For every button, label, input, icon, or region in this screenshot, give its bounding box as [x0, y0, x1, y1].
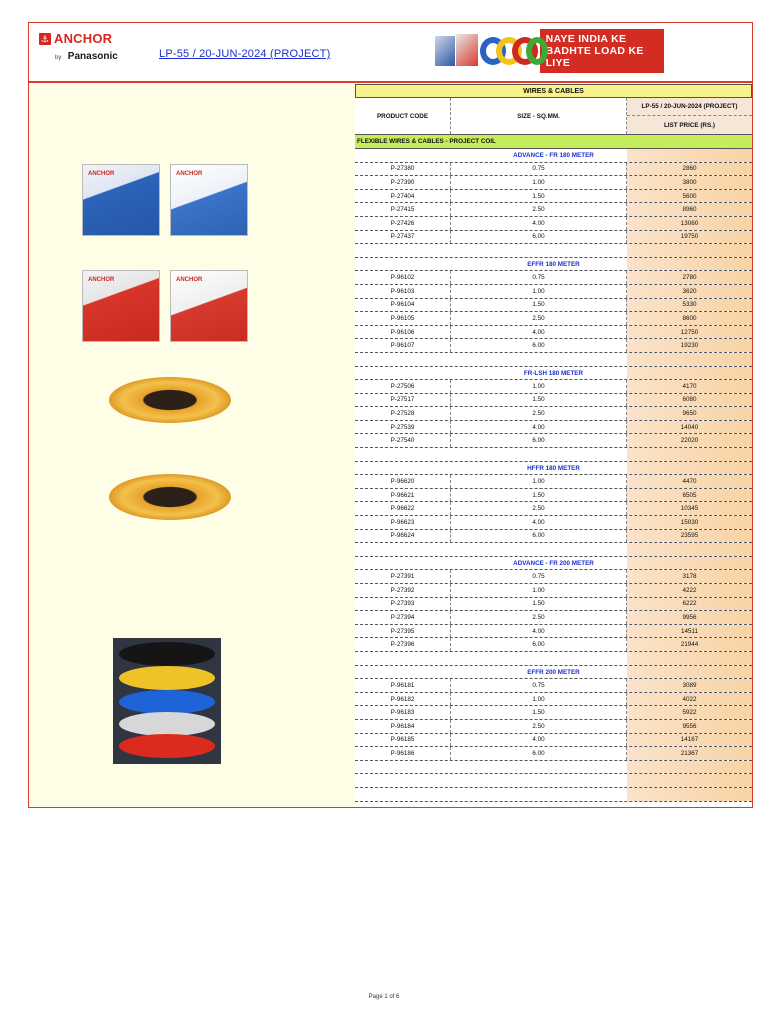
product-code-cell: P-96102 — [355, 271, 451, 284]
size-cell: 1.50 — [451, 706, 627, 719]
product-code-cell: P-96105 — [355, 312, 451, 325]
size-cell: 0.75 — [451, 679, 627, 692]
col-price-header — [627, 98, 752, 134]
anchor-icon: ⚓ — [40, 33, 50, 44]
price-cell: 6505 — [627, 489, 752, 502]
promo-banner — [434, 32, 664, 70]
size-cell: 1.50 — [451, 394, 627, 407]
product-code-cell: P-96621 — [355, 489, 451, 502]
table-row — [355, 231, 752, 245]
price-cell: 21367 — [627, 747, 752, 760]
size-cell: 1.00 — [451, 584, 627, 597]
price-cell: 5922 — [627, 706, 752, 719]
blank-cell — [355, 652, 451, 665]
price-cell: 9650 — [627, 407, 752, 420]
size-cell: 6.00 — [451, 530, 627, 543]
advance-fr-box-image: ANCHOR — [82, 164, 160, 236]
product-code-cell: P-96182 — [355, 693, 451, 706]
effr-box-image: ANCHOR — [82, 270, 160, 342]
price-cell: 19230 — [627, 339, 752, 352]
size-cell: 1.00 — [451, 176, 627, 189]
size-cell: 1.00 — [451, 380, 627, 393]
blank-cell — [627, 448, 752, 461]
product-code-cell: P-96185 — [355, 734, 451, 747]
price-cell: 21944 — [627, 638, 752, 651]
col-pricelist: LP-55 / 20-JUN-2024 (PROJECT) — [627, 98, 752, 116]
product-code-cell: P-27390 — [355, 176, 451, 189]
price-cell: 10345 — [627, 502, 752, 515]
product-code-cell: P-96183 — [355, 706, 451, 719]
size-cell: 6.00 — [451, 747, 627, 760]
size-cell: 1.00 — [451, 693, 627, 706]
price-cell: 8600 — [627, 312, 752, 325]
size-cell: 4.00 — [451, 217, 627, 230]
product-code-cell: P-96103 — [355, 285, 451, 298]
size-cell: 2.50 — [451, 312, 627, 325]
price-cell: 14167 — [627, 734, 752, 747]
price-cell: 23595 — [627, 530, 752, 543]
product-code-cell: P-96623 — [355, 516, 451, 529]
size-cell: 6.00 — [451, 434, 627, 447]
size-cell: 4.00 — [451, 625, 627, 638]
price-cell: 14040 — [627, 421, 752, 434]
blank-cell — [355, 353, 451, 366]
size-cell: 2.50 — [451, 611, 627, 624]
table-row — [355, 299, 752, 313]
brand-parent: Panasonic — [67, 51, 118, 62]
size-cell: 4.00 — [451, 326, 627, 339]
price-cell: 4022 — [627, 693, 752, 706]
price-cell: 3800 — [627, 176, 752, 189]
group-title: ADVANCE - FR 200 METER — [513, 560, 594, 568]
blank-cell — [451, 774, 627, 787]
size-cell: 2.50 — [451, 203, 627, 216]
product-code-cell: P-27506 — [355, 380, 451, 393]
size-cell: 6.00 — [451, 638, 627, 651]
product-code-cell: P-27396 — [355, 638, 451, 651]
banner-slogan — [540, 29, 664, 73]
table-row — [355, 706, 752, 720]
blank-row — [355, 774, 752, 788]
size-cell: 0.75 — [451, 271, 627, 284]
product-code-cell: P-27528 — [355, 407, 451, 420]
product-code-cell: P-27395 — [355, 625, 451, 638]
table-row — [355, 747, 752, 761]
product-code-cell: P-96624 — [355, 530, 451, 543]
col-size: SIZE - SQ.MM. — [451, 98, 627, 134]
blank-cell — [451, 761, 627, 774]
size-cell: 0.75 — [451, 163, 627, 176]
price-cell: 14511 — [627, 625, 752, 638]
table-row — [355, 734, 752, 748]
blank-cell — [451, 652, 627, 665]
fr-lsh-coil-image — [109, 377, 231, 423]
group-title-row — [355, 149, 752, 163]
table-row — [355, 475, 752, 489]
product-code-cell: P-27404 — [355, 190, 451, 203]
blank-cell — [627, 353, 752, 366]
group-title-row — [355, 258, 752, 272]
price-cell: 6080 — [627, 394, 752, 407]
price-cell: 9956 — [627, 611, 752, 624]
product-code-cell: P-27415 — [355, 203, 451, 216]
blank-row — [355, 244, 752, 258]
blank-cell — [451, 448, 627, 461]
table-row — [355, 312, 752, 326]
price-cell: 3089 — [627, 679, 752, 692]
price-cell: 5330 — [627, 299, 752, 312]
blank-cell — [355, 788, 451, 801]
table-row — [355, 570, 752, 584]
brand-name: ANCHOR — [54, 31, 113, 46]
size-cell: 1.00 — [451, 285, 627, 298]
product-code-cell: P-27540 — [355, 434, 451, 447]
size-cell: 4.00 — [451, 734, 627, 747]
blank-cell — [627, 788, 752, 801]
table-row — [355, 720, 752, 734]
size-cell: 4.00 — [451, 516, 627, 529]
table-row — [355, 176, 752, 190]
size-cell: 4.00 — [451, 421, 627, 434]
blank-row — [355, 788, 752, 802]
col-list-price: LIST PRICE (RS.) — [627, 116, 752, 134]
blank-row — [355, 543, 752, 557]
product-code-cell: P-96184 — [355, 720, 451, 733]
brand-by: by — [55, 55, 62, 61]
price-cell: 8960 — [627, 203, 752, 216]
product-image-panel — [29, 84, 355, 807]
group-title: EFFR 200 METER — [527, 668, 580, 676]
table-row — [355, 625, 752, 639]
size-cell: 0.75 — [451, 570, 627, 583]
banner-product-image — [434, 33, 538, 69]
price-cell: 3178 — [627, 570, 752, 583]
price-cell: 6222 — [627, 598, 752, 611]
blank-cell — [355, 448, 451, 461]
price-cell: 13060 — [627, 217, 752, 230]
product-code-cell: P-27380 — [355, 163, 451, 176]
table-row — [355, 434, 752, 448]
price-cell: 4222 — [627, 584, 752, 597]
group-title: FR-LSH 180 METER — [523, 369, 584, 377]
page-number: Page 1 of 6 — [368, 994, 400, 1000]
price-cell: 5600 — [627, 190, 752, 203]
price-cell: 2860 — [627, 163, 752, 176]
table-row — [355, 190, 752, 204]
product-code-cell: P-27391 — [355, 570, 451, 583]
banner-line-2: BADHTE LOAD KE LIYE — [545, 45, 644, 69]
group-title: EFFR 180 METER — [527, 261, 580, 269]
category-header: WIRES & CABLES — [355, 84, 752, 98]
wire-coil-stack-image — [113, 638, 221, 764]
table-row — [355, 584, 752, 598]
table-row — [355, 502, 752, 516]
size-cell: 1.50 — [451, 299, 627, 312]
size-cell: 1.00 — [451, 475, 627, 488]
price-cell: 22020 — [627, 434, 752, 447]
col-product-code: PRODUCT CODE — [355, 98, 451, 134]
table-row — [355, 163, 752, 177]
price-cell: 9556 — [627, 720, 752, 733]
table-row — [355, 407, 752, 421]
hffr-coil-image — [109, 474, 231, 520]
table-row — [355, 285, 752, 299]
size-cell: 2.50 — [451, 407, 627, 420]
product-code-cell: P-27394 — [355, 611, 451, 624]
table-row — [355, 489, 752, 503]
blank-row — [355, 353, 752, 367]
size-cell: 6.00 — [451, 231, 627, 244]
blank-cell — [451, 788, 627, 801]
blank-cell — [355, 543, 451, 556]
blank-cell — [627, 652, 752, 665]
size-cell: 6.00 — [451, 339, 627, 352]
group-title-row — [355, 557, 752, 571]
price-cell: 4470 — [627, 475, 752, 488]
table-row — [355, 421, 752, 435]
price-cell: 19750 — [627, 231, 752, 244]
size-cell: 1.50 — [451, 598, 627, 611]
price-list-page — [28, 22, 753, 808]
group-title: HFFR 180 METER — [527, 464, 580, 472]
table-row — [355, 530, 752, 544]
blank-row — [355, 448, 752, 462]
table-body — [355, 149, 752, 802]
section-title: FLEXIBLE WIRES & CABLES - PROJECT COIL — [355, 135, 752, 149]
blank-cell — [451, 353, 627, 366]
blank-cell — [627, 761, 752, 774]
column-headers — [355, 98, 752, 135]
product-code-cell: P-27393 — [355, 598, 451, 611]
price-cell: 15030 — [627, 516, 752, 529]
doc-title[interactable]: LP-55 / 20-JUN-2024 (PROJECT) — [159, 48, 331, 60]
size-cell: 2.50 — [451, 720, 627, 733]
banner-line-1: NAYE INDIA KE — [545, 33, 627, 45]
group-title-row — [355, 462, 752, 476]
product-code-cell: P-96620 — [355, 475, 451, 488]
blank-cell — [355, 761, 451, 774]
header — [29, 23, 752, 83]
table-row — [355, 203, 752, 217]
blank-cell — [627, 543, 752, 556]
table-row — [355, 217, 752, 231]
anchor-panasonic-logo — [39, 31, 149, 64]
price-cell: 3620 — [627, 285, 752, 298]
product-code-cell: P-27437 — [355, 231, 451, 244]
product-code-cell: P-96107 — [355, 339, 451, 352]
size-cell: 1.50 — [451, 489, 627, 502]
price-cell: 2780 — [627, 271, 752, 284]
advance-fr-box-image-2: ANCHOR — [170, 164, 248, 236]
table-row — [355, 679, 752, 693]
price-cell: 4170 — [627, 380, 752, 393]
blank-cell — [451, 244, 627, 257]
table-row — [355, 271, 752, 285]
blank-cell — [627, 244, 752, 257]
blank-cell — [627, 774, 752, 787]
product-code-cell: P-27426 — [355, 217, 451, 230]
table-row — [355, 638, 752, 652]
blank-cell — [355, 774, 451, 787]
group-title: ADVANCE - FR 180 METER — [513, 152, 594, 160]
blank-row — [355, 652, 752, 666]
product-code-cell: P-96181 — [355, 679, 451, 692]
price-cell: 12750 — [627, 326, 752, 339]
size-cell: 1.50 — [451, 190, 627, 203]
effr-box-image-2: ANCHOR — [170, 270, 248, 342]
table-row — [355, 516, 752, 530]
table-row — [355, 598, 752, 612]
product-code-cell: P-27392 — [355, 584, 451, 597]
blank-row — [355, 761, 752, 775]
table-row — [355, 693, 752, 707]
product-code-cell: P-96104 — [355, 299, 451, 312]
product-code-cell: P-96622 — [355, 502, 451, 515]
table-row — [355, 394, 752, 408]
blank-cell — [451, 543, 627, 556]
product-code-cell: P-96106 — [355, 326, 451, 339]
size-cell: 2.50 — [451, 502, 627, 515]
price-table — [355, 84, 752, 802]
table-row — [355, 611, 752, 625]
product-code-cell: P-96186 — [355, 747, 451, 760]
group-title-row — [355, 367, 752, 381]
table-row — [355, 339, 752, 353]
blank-cell — [355, 244, 451, 257]
group-title-row — [355, 666, 752, 680]
table-row — [355, 380, 752, 394]
table-row — [355, 326, 752, 340]
product-code-cell: P-27517 — [355, 394, 451, 407]
product-code-cell: P-27539 — [355, 421, 451, 434]
